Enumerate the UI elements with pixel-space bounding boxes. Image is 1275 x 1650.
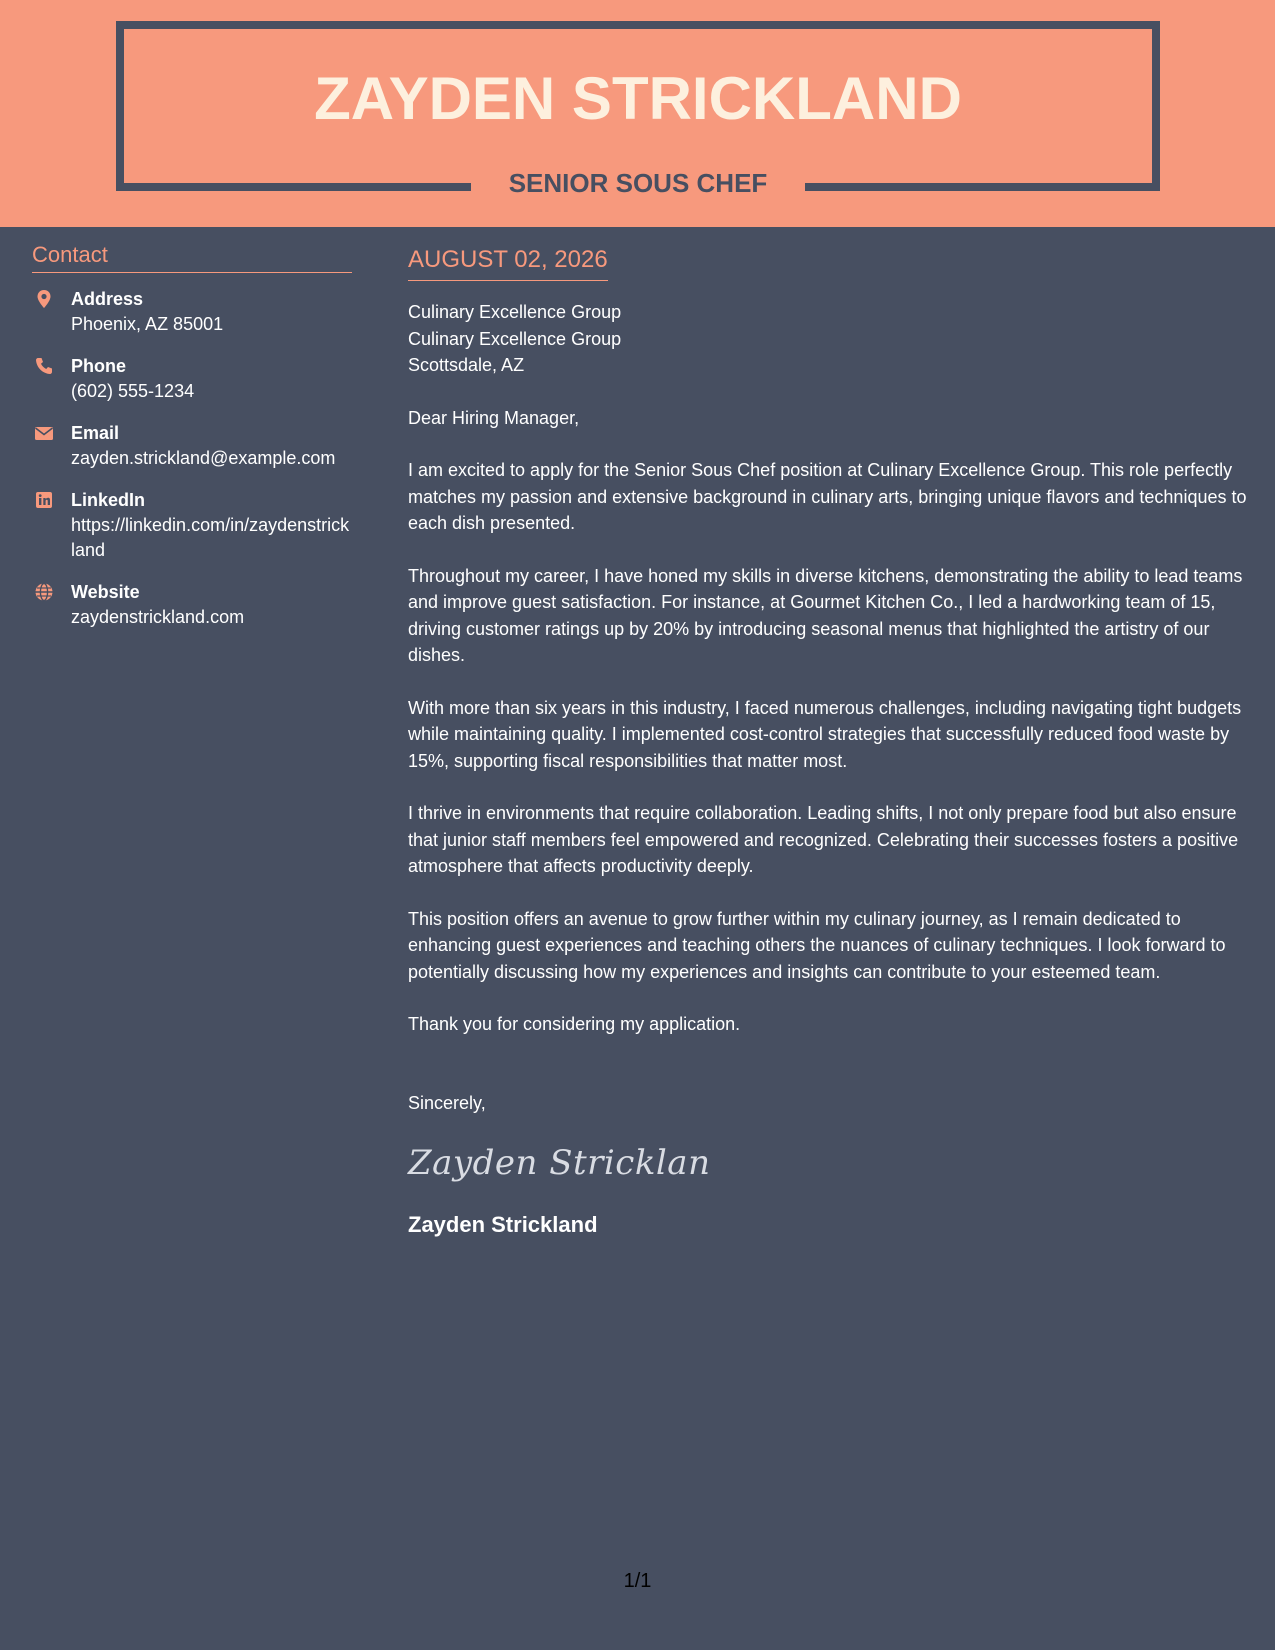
contact-email bbox=[32, 421, 352, 471]
letter-paragraph: Thank you for considering my application. bbox=[408, 1014, 741, 1034]
letter-date: AUGUST 02, 2026 bbox=[408, 244, 608, 281]
page-number: 1/1 bbox=[623, 1570, 652, 1592]
contact-website bbox=[32, 580, 352, 630]
letter-paragraph: With more than six years in this industry, I faced numerous challenges, including navigating tight budgets while maintaining quality. I implemented cost-control strategies that successfully reduced food waste by 15%, supporting fiscal responsibilities that matter most. bbox=[408, 697, 1242, 771]
contact-heading: Contact bbox=[32, 240, 352, 273]
contact-list bbox=[32, 287, 352, 630]
letter-paragraph: This position offers an avenue to grow further within my culinary journey, as I remain dedicated to enhancing guest experiences and teaching others the nuances of culinary techniques. I look forward to potentially discussing how my experiences and insights can contribute to your esteemed team. bbox=[408, 908, 1226, 982]
recipient-line: Culinary Excellence Group bbox=[408, 328, 622, 349]
location-pin-icon bbox=[34, 289, 54, 309]
header-frame-bottom-right bbox=[805, 183, 1160, 191]
recipient-line: Culinary Excellence Group bbox=[408, 302, 622, 322]
contact-value[interactable]: zaydenstrickland.com bbox=[71, 607, 245, 627]
linkedin-icon bbox=[34, 490, 54, 510]
phone-icon bbox=[34, 356, 54, 376]
globe-icon bbox=[34, 582, 54, 602]
letter-paragraph: I thrive in environments that require collaboration. Leading shifts, I not only prepare food but also ensure that junior staff members feel empowered and recognized. Celebrating their successes fosters a positive atmosphere that affects productivity deeply. bbox=[408, 803, 1239, 876]
contact-address bbox=[32, 287, 352, 337]
letter-paragraph: Throughout my career, I have honed my skills in diverse kitchens, demonstrating the ability to lead teams and improve guest satisfaction. For instance, at Gourmet Kitchen Co., I led a hardworking team of 15, driving customer ratings up by 20% by introducing seasonal menus that highlighted the artistry of our dishes. bbox=[408, 565, 1243, 665]
contact-label: Address bbox=[71, 289, 144, 309]
contact-linkedin bbox=[32, 488, 352, 563]
handwritten-signature: Zayden Stricklan bbox=[408, 1143, 711, 1183]
contact-label: LinkedIn bbox=[71, 490, 146, 510]
letter-paragraph: I am excited to apply for the Senior Sous Chef position at Culinary Excellence Group. This role perfectly matches my passion and extensive background in culinary arts, bringing unique flavors and techniques to each dish presented. bbox=[408, 460, 1247, 533]
contact-label: Website bbox=[71, 582, 140, 602]
header-frame-bottom-left bbox=[116, 183, 471, 191]
contact-sidebar bbox=[32, 240, 352, 647]
contact-phone bbox=[32, 354, 352, 404]
job-title: SENIOR SOUS CHEF bbox=[508, 168, 768, 198]
contact-value[interactable]: https://linkedin.com/in/zaydenstrickland bbox=[71, 515, 350, 560]
contact-value: Phoenix, AZ 85001 bbox=[71, 314, 224, 334]
applicant-name: ZAYDEN STRICKLAND bbox=[314, 65, 962, 132]
contact-label: Email bbox=[71, 423, 120, 443]
recipient-block bbox=[408, 299, 1248, 379]
letter-content bbox=[408, 405, 1248, 1038]
closing: Sincerely, bbox=[408, 1092, 486, 1113]
letter-body bbox=[408, 244, 1248, 1240]
header-banner bbox=[0, 0, 1275, 227]
signed-name: Zayden Strickland bbox=[408, 1212, 598, 1237]
contact-value: zayden.strickland@example.com bbox=[71, 448, 336, 468]
recipient-line: Scottsdale, AZ bbox=[408, 355, 525, 375]
contact-label: Phone bbox=[71, 356, 127, 376]
salutation: Dear Hiring Manager, bbox=[408, 407, 580, 428]
contact-value: (602) 555-1234 bbox=[71, 381, 195, 401]
email-icon bbox=[34, 423, 54, 443]
